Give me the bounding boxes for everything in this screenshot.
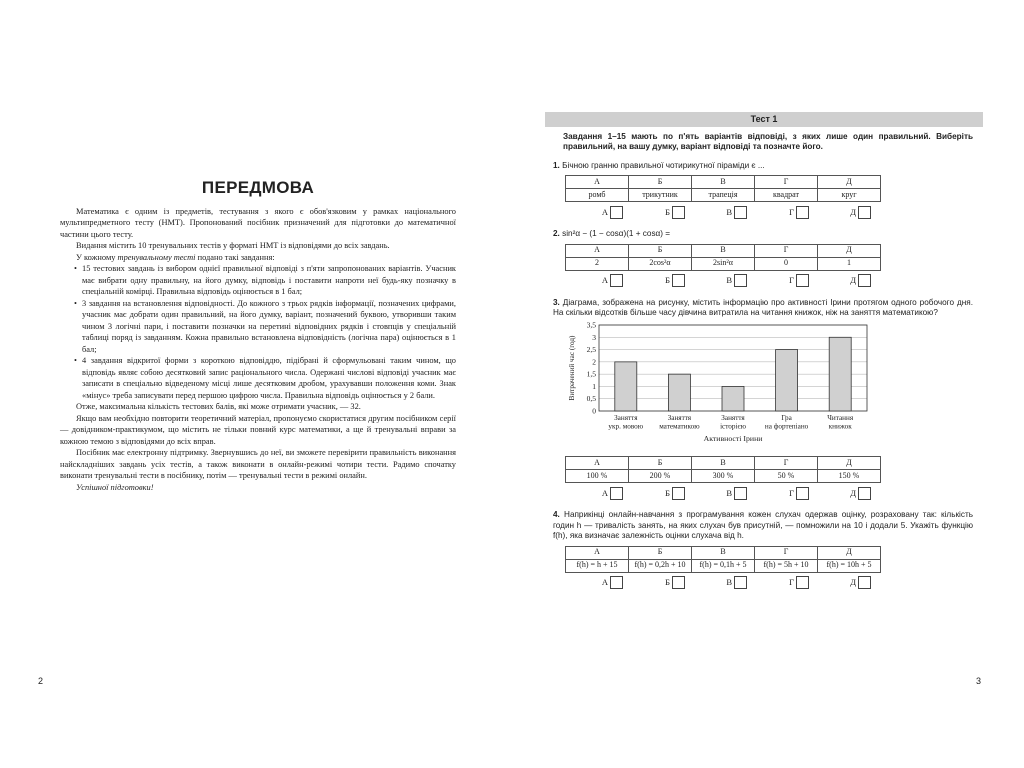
answer-checkbox[interactable] <box>796 487 809 500</box>
list-item-text: 4 завдання відкритої форми з короткою відповіддю, підібрані й сформульовані таким чином, що відповідь являє собою десятковий запис раціонального числа. Одержані числові відповіді учасник має записати в спеціально відведеному місці лише десятковим дробом, урахувавши положення коми. Знак «мінус» треба записувати перед першою цифрою числа. Правильна відповідь оцінюється у 2 бали. <box>82 356 456 400</box>
answer-checkbox[interactable] <box>610 487 623 500</box>
answer-checkbox[interactable] <box>734 206 747 219</box>
preface-paragraph-1: Математика є одним із предметів, тестування з якого є обов'язковим у рамках національного мультипредметного тесту (НМТ). Пропонований посібник призначений для підготовки до математичної частини цього тесту. <box>60 206 456 239</box>
answer-option: 2sin²α <box>692 257 755 270</box>
answer-option: 100 % <box>566 470 629 483</box>
answer-option: f(h) = 10h + 5 <box>818 559 881 572</box>
checkbox-label: Б <box>665 577 670 588</box>
preface-page <box>60 170 456 493</box>
question-3 <box>545 298 983 501</box>
answer-table <box>565 546 881 573</box>
answer-checkbox[interactable] <box>858 206 871 219</box>
y-tick-label: 3,5 <box>586 320 596 329</box>
answer-option: 0 <box>755 257 818 270</box>
task-type-list <box>60 263 456 401</box>
answer-option: f(h) = 0,2h + 10 <box>629 559 692 572</box>
answer-checkbox[interactable] <box>672 206 685 219</box>
answer-table <box>565 244 881 271</box>
answer-table <box>565 456 881 483</box>
answer-checkbox[interactable] <box>672 487 685 500</box>
question-text: sin²α − (1 − cosα)(1 + cosα) = <box>562 229 671 238</box>
preface-paragraph-3-start: У кожному <box>76 252 118 262</box>
checkbox-label: В <box>726 577 732 588</box>
x-tick-label: Читання <box>827 413 854 422</box>
x-tick-label: історією <box>720 422 746 430</box>
answer-checkbox[interactable] <box>610 274 623 287</box>
preface-paragraph-3-italic: тренувальному тесті <box>117 252 196 262</box>
x-tick-label: математикою <box>659 422 700 430</box>
answer-letter: Г <box>755 176 818 189</box>
x-tick-label: Гра <box>781 413 792 422</box>
answer-option: 50 % <box>755 470 818 483</box>
bullet-icon: • <box>74 264 77 273</box>
answer-letter: Б <box>629 457 692 470</box>
checkbox-label: В <box>726 487 732 498</box>
answer-checkbox[interactable] <box>858 487 871 500</box>
answer-letter: А <box>566 546 629 559</box>
answer-option: квадрат <box>755 189 818 202</box>
preface-paragraph-5: Якщо вам необхідно повторити теоретичний матеріал, пропонуємо скористатися другим посібником серії — довідником-практикумом, що містить не тільки повний курс математики, а ще й тренувальні вправи за кожною темою з відповідями до всіх вправ. <box>60 413 456 446</box>
list-item <box>60 298 456 356</box>
answer-checkbox[interactable] <box>734 274 747 287</box>
answer-checkbox[interactable] <box>858 274 871 287</box>
checkbox-label: Г <box>789 206 794 217</box>
question-2 <box>545 229 983 288</box>
bullet-icon: • <box>74 298 77 308</box>
answer-checkbox[interactable] <box>734 576 747 589</box>
x-tick-label: Заняття <box>667 413 692 422</box>
answer-checkbox[interactable] <box>796 274 809 287</box>
answer-letter: Д <box>818 457 881 470</box>
x-tick-label: укр. мовою <box>608 422 644 430</box>
answer-letter: В <box>692 176 755 189</box>
bar <box>615 361 637 410</box>
bullet-icon: • <box>74 356 77 365</box>
answer-letter: А <box>566 457 629 470</box>
answer-letter: Б <box>629 546 692 559</box>
answer-checkbox[interactable] <box>672 274 685 287</box>
question-number: 3. <box>553 297 560 307</box>
answer-checkboxes <box>565 274 983 288</box>
answer-option: 1 <box>818 257 881 270</box>
preface-paragraph-3-end: подано такі завдання: <box>195 252 275 262</box>
checkbox-label: В <box>726 206 732 217</box>
x-tick-label: книжок <box>828 422 852 430</box>
answer-option: f(h) = 5h + 10 <box>755 559 818 572</box>
x-tick-label: Заняття <box>614 413 638 422</box>
checkbox-label: А <box>601 577 608 588</box>
y-tick-label: 0,5 <box>586 393 596 403</box>
preface-paragraph-2: Видання містить 10 тренувальних тестів у форматі НМТ із відповідями до всіх завдань. <box>76 241 390 250</box>
preface-title: ПЕРЕДМОВА <box>201 178 315 197</box>
checkbox-label: Г <box>789 487 794 498</box>
list-item-text: 15 тестових завдань із вибором однієї правильної відповіді з п'яти запропонованих варіантів. Учасник має вибрати одну правильну, на його думку, відповідь і поставити напроти неї будь-яку позначку в спеціальній комірці. Правильна відповідь оцінюється в 1 бал; <box>82 264 456 296</box>
list-item <box>60 263 456 298</box>
checkbox-label: Д <box>850 206 856 217</box>
answer-letter: Д <box>818 244 881 257</box>
answer-option: 2cos²α <box>629 257 692 270</box>
test-instructions: Завдання 1–15 мають по п'ять варіантів відповіді, з яких лише один правильний. Виберіть правильний, на вашу думку, варіант відповіді та позначте його. <box>563 131 973 151</box>
bar <box>776 349 798 410</box>
bar <box>829 337 851 411</box>
answer-option: f(h) = 0,1h + 5 <box>692 559 755 572</box>
answer-checkbox[interactable] <box>610 206 623 219</box>
answer-checkbox[interactable] <box>734 487 747 500</box>
y-tick-label: 2 <box>592 356 596 366</box>
bar <box>722 386 744 411</box>
checkbox-label: А <box>601 206 608 217</box>
answer-letter: В <box>692 546 755 559</box>
y-tick-label: 3 <box>592 332 596 342</box>
checkbox-label: В <box>726 275 732 286</box>
y-tick-label: 0 <box>592 406 596 415</box>
bar <box>668 374 690 411</box>
question-text: Бічною гранню правильної чотирикутної піраміди є ... <box>562 160 765 170</box>
answer-checkbox[interactable] <box>796 206 809 219</box>
list-item <box>60 355 456 401</box>
preface-closing: Успішної підготовки! <box>76 482 154 492</box>
test-title-bar: Тест 1 <box>545 112 983 127</box>
x-tick-label: на фортепіано <box>764 422 809 430</box>
question-text: Діаграма, зображена на рисунку, містить інформацію про активності Ірини протягом одного робочого дня. На скільки відсотків більше часу дівчина витратила на читання книжок, ніж на заняття математикою? <box>553 297 973 317</box>
preface-paragraph-3 <box>60 252 456 264</box>
checkbox-label: Б <box>665 487 670 498</box>
test-page <box>545 112 983 590</box>
y-tick-label: 2,5 <box>586 344 596 354</box>
answer-checkbox[interactable] <box>672 576 685 589</box>
answer-option: 2 <box>566 257 629 270</box>
question-number: 2. <box>553 229 560 238</box>
answer-option: трикутник <box>629 189 692 202</box>
answer-letter: В <box>692 244 755 257</box>
list-item-text: 3 завдання на встановлення відповідності. До кожного з трьох рядків інформації, позначених цифрами, учасник має добрати один правильний, на його думку, варіант, позначений буквою, утворивши таким чином 3 логічні пари, і поставити позначки на перетині відповідних рядків і стовпців у спеціальній таблиці поряд із завданням. Кожна правильно встановлена відповідність (логічна пара) оцінюється в 1 бал; <box>82 298 456 354</box>
answer-option: f(h) = h + 15 <box>566 559 629 572</box>
answer-letter: Д <box>818 546 881 559</box>
activity-bar-chart <box>565 319 983 453</box>
right-page-number: 3 <box>976 676 982 686</box>
answer-letter: А <box>566 244 629 257</box>
answer-option: 300 % <box>692 470 755 483</box>
answer-checkbox[interactable] <box>610 576 623 589</box>
checkbox-label: Г <box>789 275 794 286</box>
answer-letter: В <box>692 457 755 470</box>
checkbox-label: Д <box>850 275 856 286</box>
answer-checkboxes <box>565 205 983 219</box>
question-4 <box>545 510 983 590</box>
checkbox-label: Б <box>665 275 670 286</box>
x-axis-label: Активності Ірини <box>703 433 763 443</box>
question-1 <box>545 161 983 220</box>
y-tick-label: 1 <box>592 381 596 391</box>
checkbox-label: Д <box>850 487 856 498</box>
answer-checkbox[interactable] <box>858 576 871 589</box>
preface-paragraph-6: Посібник має електронну підтримку. Звернувшись до неї, ви зможете перевірити правильність виконання найскладніших завдань усіх тестів, а також виконати в онлайн-режимі чотири тести. Радимо спочатку виконати тренувальні тести в посібнику, потім — тренувальні тести в режимі онлайн. <box>60 448 456 480</box>
answer-checkboxes <box>565 576 983 590</box>
x-tick-label: Заняття <box>721 413 745 422</box>
answer-checkboxes <box>565 486 983 500</box>
answer-checkbox[interactable] <box>796 576 809 589</box>
y-axis-label: Витрачений час (год) <box>568 335 576 400</box>
answer-letter: Д <box>818 176 881 189</box>
checkbox-label: А <box>601 275 608 286</box>
y-tick-label: 1,5 <box>586 369 596 379</box>
question-number: 4. <box>553 510 560 519</box>
checkbox-label: Б <box>665 206 670 217</box>
answer-letter: А <box>566 176 629 189</box>
answer-table <box>565 175 881 202</box>
answer-letter: Б <box>629 244 692 257</box>
preface-paragraph-4: Отже, максимальна кількість тестових балів, які може отримати учасник, — 32. <box>76 402 361 411</box>
answer-option: 150 % <box>818 470 881 483</box>
checkbox-label: Д <box>850 577 856 588</box>
answer-letter: Г <box>755 244 818 257</box>
bar-chart-svg <box>565 319 875 449</box>
question-number: 1. <box>553 160 560 170</box>
answer-option: трапеція <box>692 189 755 202</box>
answer-option: круг <box>818 189 881 202</box>
answer-option: 200 % <box>629 470 692 483</box>
checkbox-label: А <box>601 487 608 498</box>
answer-letter: Г <box>755 457 818 470</box>
question-text: Наприкінці онлайн-навчання з програмування кожен слухач одержав оцінку, розраховану так: кількість годин h — тривалість занять, на яких слухач був присутній, — помножили на 10 і додали 5. Укажіть функцію f(h), яка визначає залежність оцінки слухача від h. <box>553 510 973 540</box>
checkbox-label: Г <box>789 577 794 588</box>
answer-option: ромб <box>566 189 629 202</box>
left-page-number: 2 <box>38 676 44 686</box>
answer-letter: Б <box>629 176 692 189</box>
answer-letter: Г <box>755 546 818 559</box>
